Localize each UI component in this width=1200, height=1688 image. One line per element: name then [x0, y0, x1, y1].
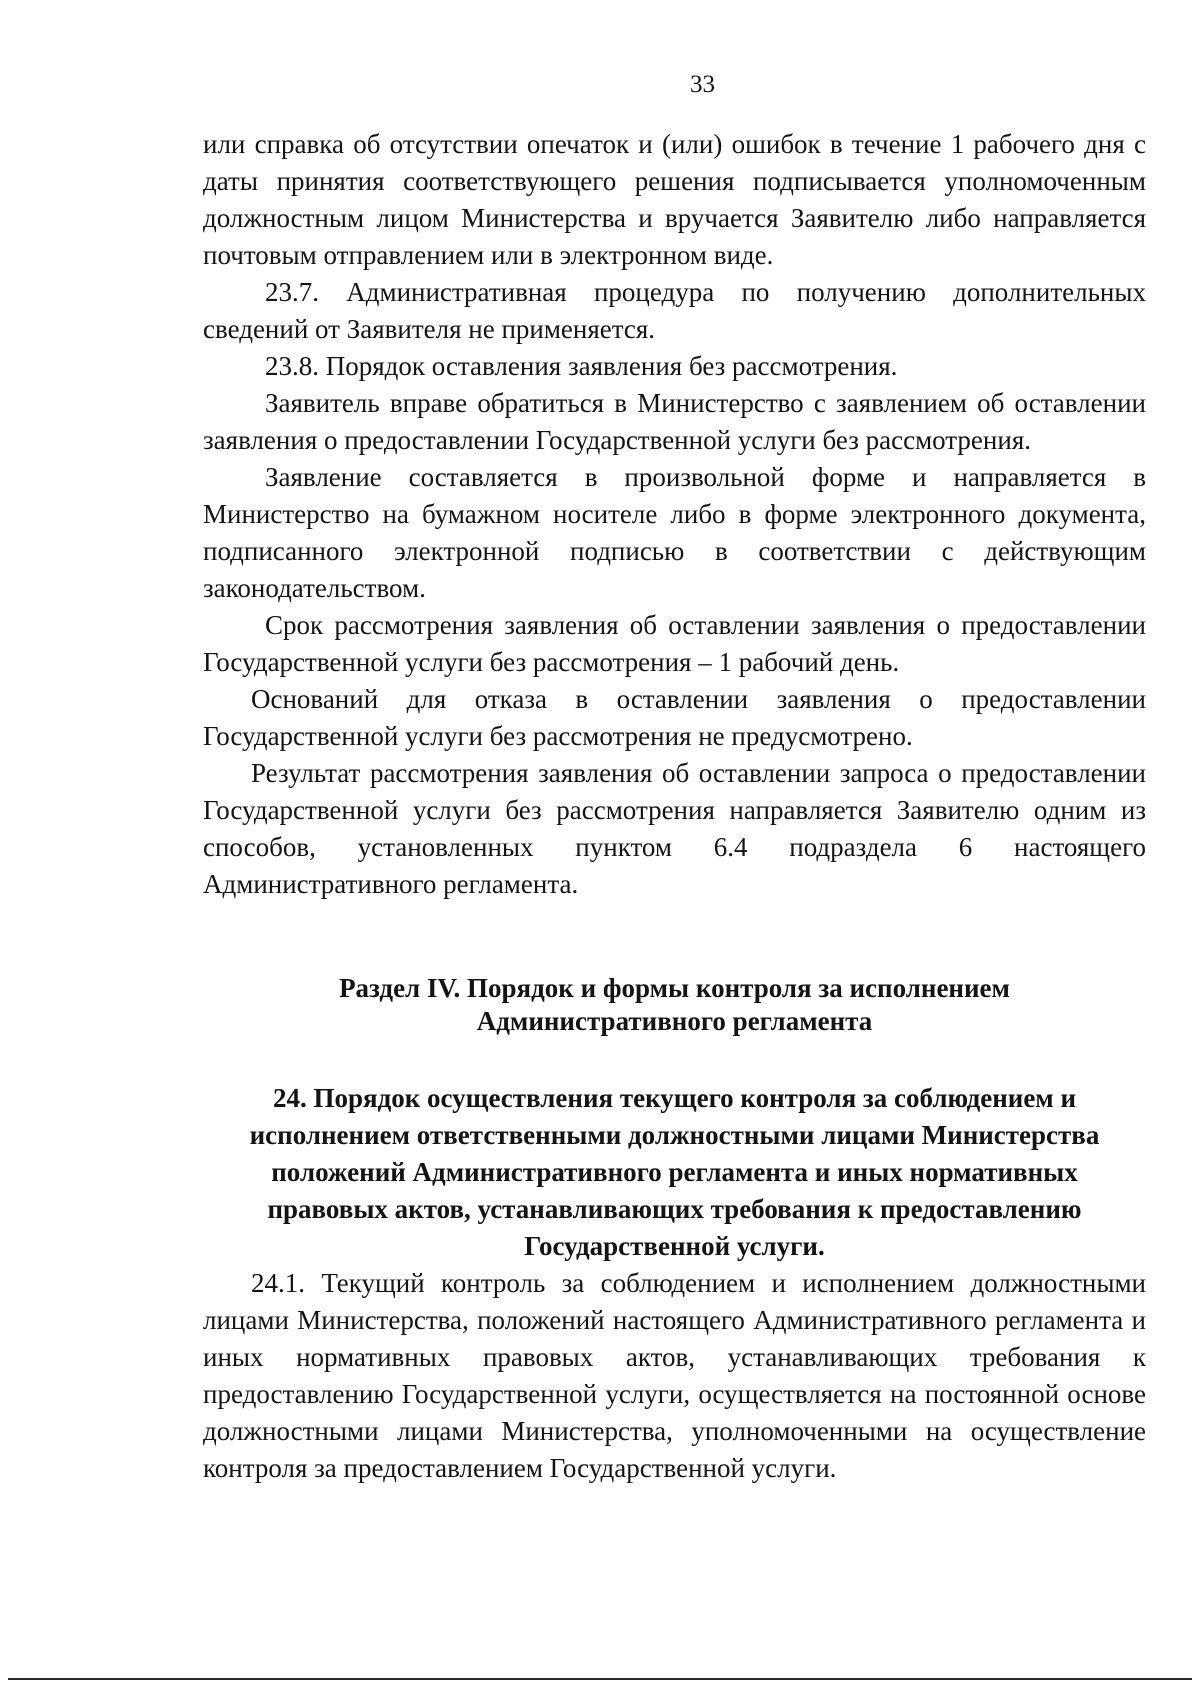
subsection-heading-line-4: правовых актов, устанавливающих требования к предоставлению	[267, 1194, 1082, 1224]
subsection-heading-line-5: Государственной услуги.	[524, 1231, 825, 1261]
paragraph-applicant-right: Заявитель вправе обратиться в Министерство с заявлением об оставлении заявления о предоставлении Государственной услуги без рассмотрения.	[203, 388, 1146, 455]
paragraph-23-7: 23.7. Административная процедура по получению дополнительных сведений от Заявителя не применяется.	[203, 277, 1146, 344]
paragraph-23-8: 23.8. Порядок оставления заявления без рассмотрения.	[265, 351, 898, 381]
paragraph-24-1: 24.1. Текущий контроль за соблюдением и исполнением должностными лицами Министерства, положений настоящего Административного регламента и иных нормативных правовых актов, устанавливающих требования к предоставлению Государственной услуги, осуществляется на постоянной основе должностными лицами Министерства, уполномоченными на осуществление контроля за предоставлением Государственной услуги.	[203, 1268, 1146, 1483]
paragraph-application-form: Заявление составляется в произвольной форме и направляется в Министерство на бумажном носителе либо в форме электронного документа, подписанного электронной подписью в соответствии с действующим законодательством.	[203, 462, 1146, 603]
subsection-heading-line-2: исполнением ответственными должностными лицами Министерства	[249, 1120, 1100, 1150]
section-heading-line-2: Административного регламента	[476, 1006, 873, 1036]
section-heading	[203, 972, 1146, 1038]
subsection-heading-line-1: 24. Порядок осуществления текущего контроля за соблюдением и	[272, 1083, 1077, 1113]
section-heading-line-1: Раздел IV. Порядок и формы контроля за исполнением	[339, 973, 1010, 1003]
paragraph-review-result: Результат рассмотрения заявления об оставлении запроса о предоставлении Государственной услуги без рассмотрения направляется Заявителю одним из способов, установленных пунктом 6.4 подраздела 6 настоящего Административного регламента.	[203, 758, 1146, 899]
subsection-heading-line-3: положений Административного регламента и иных нормативных	[271, 1157, 1078, 1187]
paragraph-refusal-grounds: Оснований для отказа в оставлении заявления о предоставлении Государственной услуги без рассмотрения не предусмотрено.	[203, 684, 1146, 751]
footer-rule	[8, 1678, 1192, 1680]
page-number: 33	[690, 71, 715, 98]
paragraph-continuation: или справка об отсутствии опечаток и (или) ошибок в течение 1 рабочего дня с даты принятия соответствующего решения подписывается уполномоченным должностным лицом Министерства и вручается Заявителю либо направляется почтовым отправлением или в электронном виде.	[203, 129, 1146, 270]
document-body	[203, 126, 1146, 1487]
subsection-heading	[203, 1080, 1146, 1265]
paragraph-review-term: Срок рассмотрения заявления об оставлении заявления о предоставлении Государственной услуги без рассмотрения – 1 рабочий день.	[203, 610, 1146, 677]
